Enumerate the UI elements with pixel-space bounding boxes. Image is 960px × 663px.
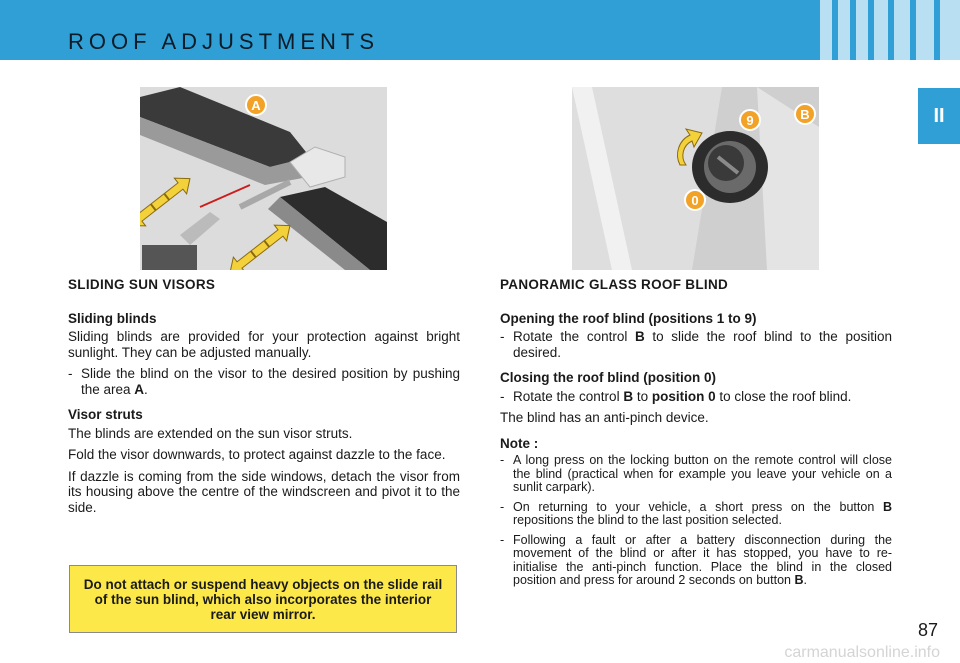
subheading-closing: Closing the roof blind (position 0)	[500, 370, 716, 385]
list-item: - A long press on the locking button on the remote control will close the blind (practical when for example you leave your vehicle on a sunlit carpark).	[500, 453, 892, 494]
list-item: - Slide the blind on the visor to the desired position by pushing the area A.	[68, 366, 460, 397]
footer-watermark[interactable]: carmanualsonline.info	[784, 644, 940, 661]
roof-control-illustration	[572, 87, 819, 270]
paragraph: Fold the visor downwards, to protect against dazzle to the face.	[68, 447, 446, 462]
label-0: 0	[691, 193, 699, 208]
sun-visor-illustration	[140, 87, 387, 270]
paragraph: If dazzle is coming from the side windows, detach the visor from its housing above the centre of the windscreen and pivot it to the side.	[68, 468, 460, 515]
note-label: Note :	[500, 435, 539, 451]
subheading-sliding-blinds: Sliding blinds	[68, 310, 157, 326]
list-item: - Rotate the control B to position 0 to close the roof blind.	[500, 388, 852, 404]
label-b-badge	[795, 104, 815, 124]
subheading-visor-struts: Visor struts	[68, 407, 143, 422]
roof-control-drawing	[572, 87, 819, 270]
subheading-opening: Opening the roof blind (positions 1 to 9)	[500, 310, 757, 326]
page-header	[0, 0, 960, 60]
chapter-tab[interactable]: II	[918, 88, 960, 144]
list-item: - Following a fault or after a battery disconnection during the movement of the blind or after it has stopped, you have to re-initialise the anti-pinch function. Place the blind in the closed position and press for around 2 seconds on button B.	[500, 532, 892, 587]
label-9-badge	[740, 110, 760, 130]
page-number: 87	[918, 620, 939, 640]
sun-visor-drawing	[140, 87, 387, 270]
label-a-badge	[246, 95, 266, 115]
section-heading: SLIDING SUN VISORS	[68, 277, 216, 292]
warning-box: Do not attach or suspend heavy objects on the slide rail of the sun blind, which also incorporates the interior rear view mirror.	[69, 565, 457, 633]
paragraph: The blind has an anti-pinch device.	[500, 410, 709, 425]
section-heading: PANORAMIC GLASS ROOF BLIND	[500, 277, 729, 292]
header-stripes	[820, 0, 960, 60]
label-9: 9	[746, 113, 754, 128]
label-a: A	[251, 98, 261, 113]
label-0-badge	[685, 190, 705, 210]
paragraph: Sliding blinds are provided for your protection against bright sunlight. They can be adjusted manually.	[68, 329, 460, 360]
list-item: - On returning to your vehicle, a short press on the button B repositions the blind to the last position selected.	[500, 499, 892, 527]
list-item: - Rotate the control B to slide the roof blind to the position desired.	[500, 329, 892, 360]
paragraph: The blinds are extended on the sun visor struts.	[68, 425, 353, 441]
roof-blind-section	[500, 277, 892, 594]
label-b: B	[800, 107, 810, 122]
sun-visors-section	[68, 277, 460, 521]
page-title: ROOF ADJUSTMENTS	[68, 29, 380, 54]
